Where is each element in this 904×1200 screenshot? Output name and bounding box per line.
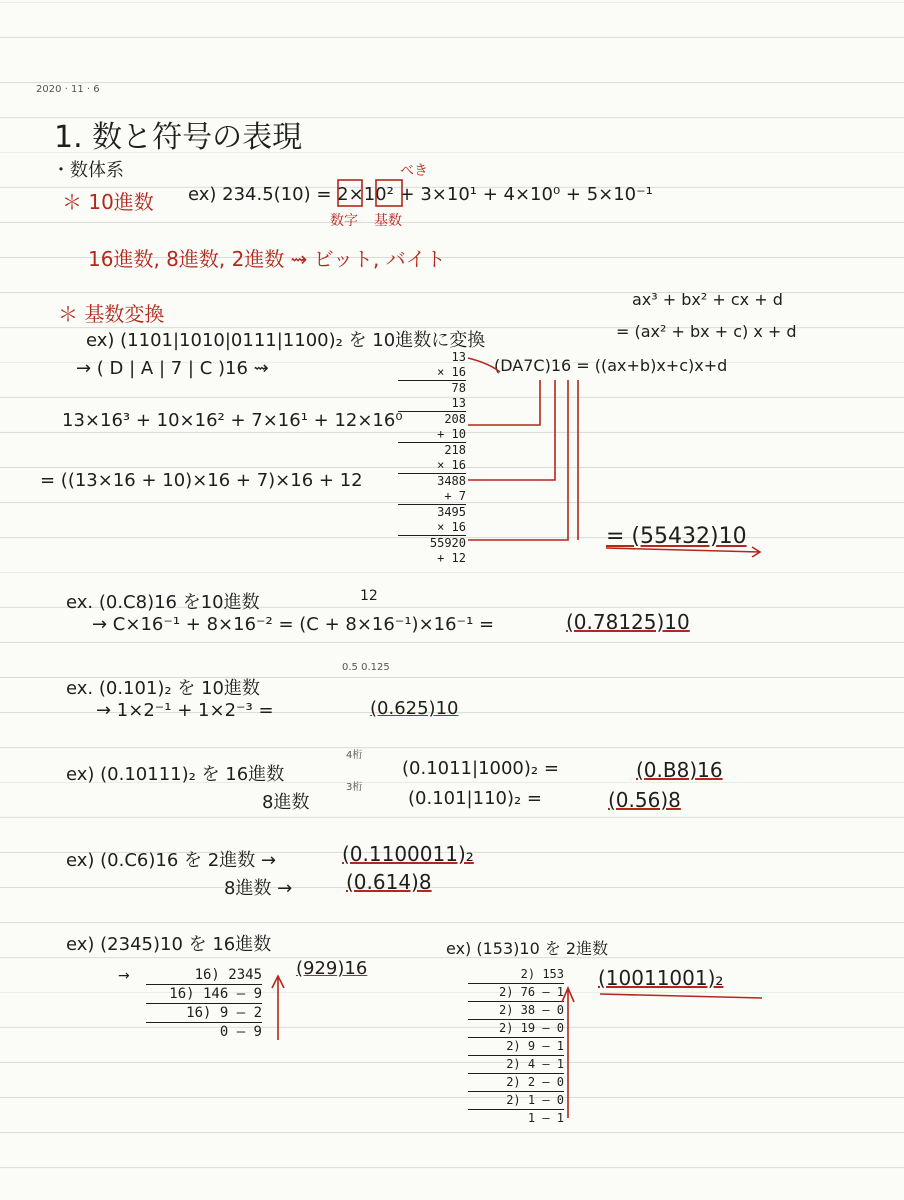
division-step: 16) 146 ‒ 9	[146, 985, 262, 1004]
ex4-result2: (0.56)8	[608, 788, 681, 812]
calc-step: × 16	[398, 458, 466, 474]
division-step: 16) 2345	[146, 966, 262, 985]
ex4-arrow1-note: 4桁	[346, 750, 363, 761]
ex4-mid1: (0.1011|1000)₂ =	[402, 758, 559, 779]
ex3-line2: → 1×2⁻¹ + 1×2⁻³ =	[96, 700, 274, 721]
ex6-division	[146, 966, 262, 1041]
division-step: 2) 76 ‒ 1	[468, 984, 564, 1002]
ex6-line1: ex) (2345)10 を 16進数	[66, 934, 272, 955]
page-title: 1. 数と符号の表現	[54, 120, 303, 155]
date: 2020 · 11 · 6	[36, 84, 100, 95]
division-step: 2) 9 ‒ 1	[468, 1038, 564, 1056]
note-power: べき	[400, 163, 428, 179]
ex3-result: (0.625)10	[370, 698, 459, 719]
ex2-line1: ex. (0.C8)16 を10進数	[66, 592, 260, 613]
division-step: 0 ‒ 9	[219, 1024, 262, 1040]
ex4-line2: 8進数	[262, 792, 310, 813]
ex6-result: (929)16	[296, 958, 368, 979]
horner-line1: ax³ + bx² + cx + d	[632, 290, 783, 309]
ex3-note: 0.5 0.125	[342, 662, 390, 673]
nested-form: = ((13×16 + 10)×16 + 7)×16 + 12	[40, 470, 363, 491]
calc-step: × 16	[398, 365, 466, 381]
horner-line2: = (ax² + bx + c) x + d	[616, 322, 797, 341]
arrow-d	[468, 380, 540, 425]
conversion-label: ＊ 基数変換	[58, 302, 165, 326]
ex7-line1: ex) (153)10 を 2進数	[446, 939, 609, 958]
decimal-line2: 16進数, 8進数, 2進数 ⇝ ビット, バイト	[88, 247, 446, 271]
calc-step: 13	[398, 396, 466, 412]
ex6-read-arrow	[272, 976, 284, 1040]
division-step: 1 ‒ 1	[527, 1111, 564, 1125]
ex1-line1: ex) (1101|1010|0111|1100)₂ を 10進数に変換	[86, 330, 486, 351]
ex5-result1: (0.1100011)₂	[342, 842, 474, 866]
note-coeff: 数字	[330, 213, 358, 229]
ex4-mid2: (0.101|110)₂ =	[408, 788, 543, 809]
arrow-7	[468, 380, 568, 540]
division-step: 2) 2 ‒ 0	[468, 1074, 564, 1092]
ex3-line1: ex. (0.101)₂ を 10進数	[66, 678, 260, 699]
calc-step: 55920	[429, 536, 466, 550]
note-base: 基数	[374, 213, 402, 229]
ex7-division	[468, 966, 564, 1127]
decimal-equation: ex) 234.5(10) = 2×10² + 3×10¹ + 4×10⁰ + 5×10⁻¹	[188, 184, 653, 205]
arrow-a	[468, 380, 555, 480]
ex2-annotation: 12	[360, 588, 378, 604]
conversion-result: = (55432)10	[606, 524, 747, 549]
calc-step: 13	[451, 350, 466, 364]
division-step: 2) 1 ‒ 0	[468, 1092, 564, 1110]
ex4-arrow2-note: 3桁	[346, 782, 363, 793]
polynomial: 13×16³ + 10×16² + 7×16¹ + 12×16⁰	[62, 410, 403, 431]
calc-step: × 16	[398, 520, 466, 536]
division-step: 2) 19 ‒ 0	[468, 1020, 564, 1038]
ex1-result: (DA7C)16 = ((ax+b)x+c)x+d	[494, 356, 728, 375]
ex2-line2: → C×16⁻¹ + 8×16⁻² = (C + 8×16⁻¹)×16⁻¹ =	[92, 614, 495, 635]
decimal-label: ＊ 10進数	[62, 190, 154, 214]
ex5-line1: ex) (0.C6)16 を 2進数 →	[66, 850, 276, 871]
calc-step: 208	[444, 412, 466, 426]
calc-step: + 10	[398, 427, 466, 443]
division-step: 16) 9 ‒ 2	[146, 1004, 262, 1023]
ex7-result-underline	[600, 994, 762, 998]
division-step: 2) 38 ‒ 0	[468, 1002, 564, 1020]
division-step: 2) 153	[468, 966, 564, 984]
calc-step: 78	[451, 381, 466, 395]
ex5-line2: 8進数 →	[224, 878, 293, 899]
ex4-line1: ex) (0.10111)₂ を 16進数	[66, 764, 285, 785]
calc-step: + 12	[437, 551, 466, 565]
calc-step: 3488	[437, 474, 466, 488]
ex4-result1: (0.B8)16	[636, 758, 723, 782]
calc-step: 218	[444, 443, 466, 457]
ex1-line2: → ( D | A | 7 | C )16 ⇝	[76, 358, 269, 379]
ex2-result: (0.78125)10	[566, 610, 690, 634]
calc-step: 3495	[437, 505, 466, 519]
ex5-result2: (0.614)8	[346, 870, 432, 894]
ex6-arrow: →	[118, 968, 130, 984]
calc-step: + 7	[398, 489, 466, 505]
division-step: 2) 4 ‒ 1	[468, 1056, 564, 1074]
section-bullet: ・数体系	[52, 160, 124, 181]
calc-column	[398, 350, 466, 566]
ex7-result: (10011001)₂	[598, 966, 724, 990]
